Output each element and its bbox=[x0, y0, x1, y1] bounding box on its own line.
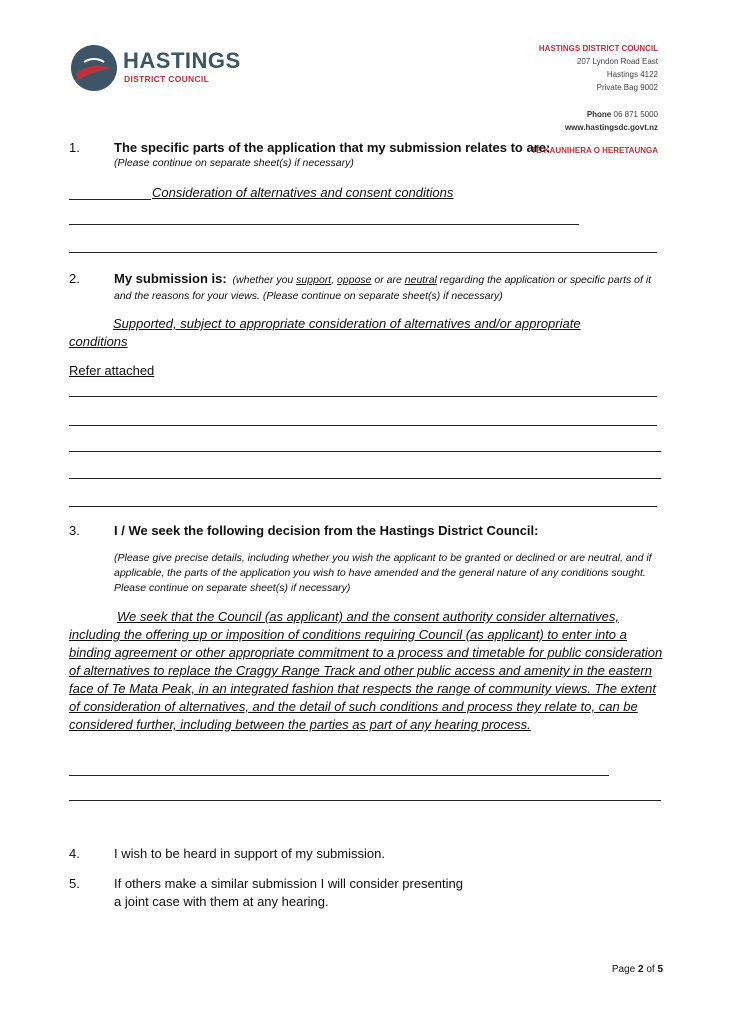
answer-line bbox=[69, 506, 657, 507]
answer-line bbox=[69, 451, 661, 452]
address-city: Hastings 4122 bbox=[606, 70, 658, 79]
address-maori: TE KAUNIHERA O HERETAUNGA bbox=[531, 146, 658, 153]
section5-number: 5. bbox=[69, 876, 80, 891]
address-street: 207 Lyndon Road East bbox=[576, 57, 658, 66]
section2-answer: Supported, subject to appropriate consideration of alternatives and/or appropriate conditions bbox=[69, 316, 581, 349]
answer-line bbox=[69, 775, 609, 776]
phone-number: 06 871 5000 bbox=[613, 110, 658, 119]
section3-title: I / We seek the following decision from the Hastings District Council: bbox=[114, 523, 539, 538]
section2-refer: Refer attached bbox=[69, 363, 155, 378]
page-label: Page bbox=[611, 964, 636, 975]
section2-title: My submission is: bbox=[114, 271, 227, 286]
answer-line bbox=[69, 396, 657, 397]
section2-heading bbox=[114, 271, 666, 304]
logo-subtitle: DISTRICT COUNCIL bbox=[124, 74, 210, 84]
address-web bbox=[531, 121, 658, 134]
answer-line bbox=[69, 199, 151, 200]
web-address: www.hastingsdc.govt.nz bbox=[564, 123, 658, 132]
note-text: , bbox=[331, 274, 338, 286]
answer-line bbox=[69, 252, 657, 253]
note-neutral: neutral bbox=[404, 274, 437, 286]
note-text: regarding the application or specific parts of it and the reasons for your views. (Please continue on separate sheet(s) if necessary) bbox=[114, 274, 652, 302]
page-number bbox=[612, 964, 663, 975]
address-council: HASTINGS DISTRICT COUNCIL bbox=[538, 44, 658, 53]
section3-answer: We seek that the Council (as applicant) and the consent authority consider alternatives, including the offering up or imposition of conditions requiring Council (as applicant) to enter into a binding agreement or other appropriate commitment to a process and timetable for public consideration of alternatives to replace the Craggy Range Track and other public access and amenity in the eastern face of Te Mata Peak, in an integrated fashion that respects the range of community views. The extent of consideration of alternatives, and the detail of such conditions and process they relate to, can be considered further, including between the parties as part of any hearing process. bbox=[69, 609, 663, 732]
section5-text-line1: If others make a similar submission I will consider presenting bbox=[114, 876, 463, 891]
page-of: of bbox=[646, 964, 655, 975]
note-oppose: oppose bbox=[337, 274, 372, 286]
logo-name: HASTINGS bbox=[123, 48, 241, 73]
section1-title: The specific parts of the application that my submission relates to are: bbox=[114, 140, 551, 155]
phone-label: Phone bbox=[586, 110, 612, 119]
address-bag: Private Bag 9002 bbox=[596, 83, 658, 92]
section2-number: 2. bbox=[69, 271, 80, 286]
answer-line bbox=[69, 425, 657, 426]
section1-answer: Consideration of alternatives and consent conditions bbox=[152, 185, 454, 200]
page-current: 2 bbox=[637, 964, 644, 975]
address-phone bbox=[531, 108, 658, 121]
answer-line bbox=[69, 224, 579, 225]
council-address bbox=[531, 42, 658, 153]
note-text: (whether you bbox=[232, 274, 297, 286]
section1-note: (Please continue on separate sheet(s) if necessary) bbox=[114, 157, 354, 169]
note-text: or are bbox=[371, 274, 405, 286]
note-support: support bbox=[296, 274, 332, 286]
answer-line bbox=[69, 800, 661, 801]
council-logo-icon bbox=[70, 44, 118, 92]
section5-text-line2: a joint case with them at any hearing. bbox=[114, 894, 329, 909]
section4-text: I wish to be heard in support of my submission. bbox=[114, 846, 385, 861]
section1-number: 1. bbox=[69, 140, 80, 155]
page-total: 5 bbox=[657, 964, 663, 975]
section3-number: 3. bbox=[69, 523, 80, 538]
section4-number: 4. bbox=[69, 846, 80, 861]
answer-line bbox=[69, 478, 661, 479]
section3-note: (Please give precise details, including whether you wish the applicant to be granted or declined or are neutral, and if applicable, the parts of the application you wish to have amended and the general nature of any conditions sought. Please continue on separate sheet(s) if necessary) bbox=[114, 552, 652, 594]
